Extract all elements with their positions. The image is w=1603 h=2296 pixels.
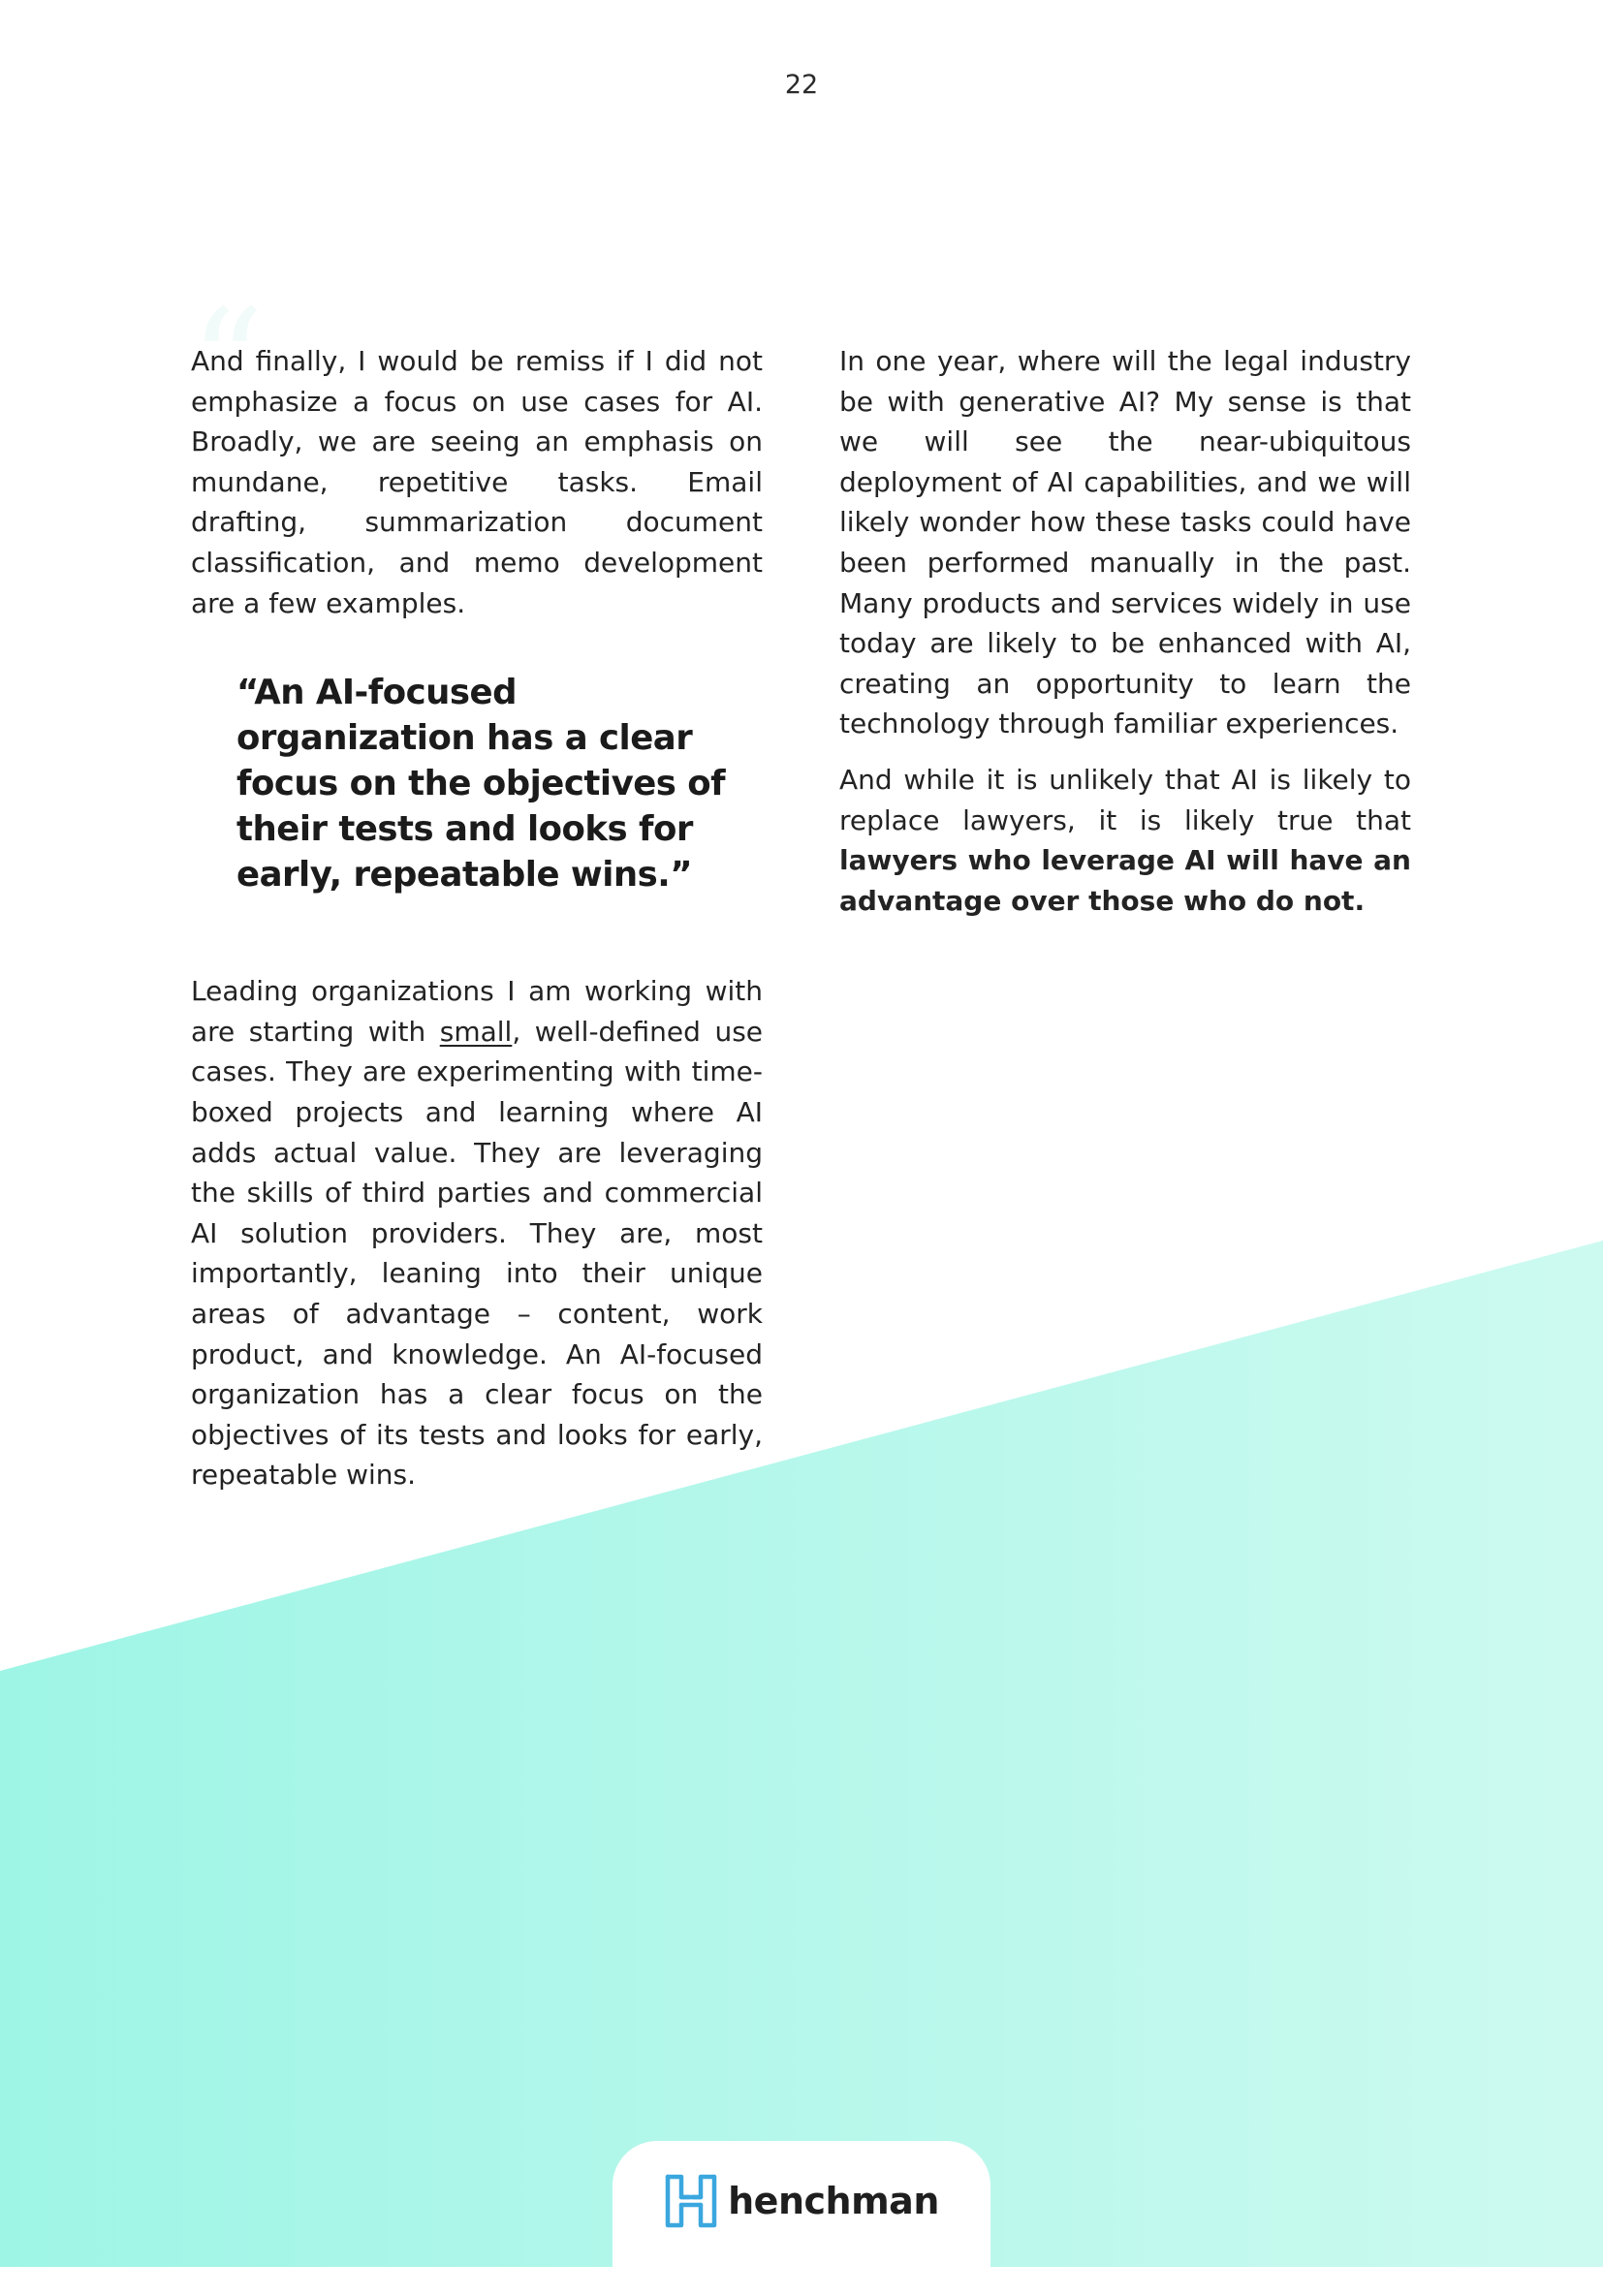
paragraph-regular-text: And while it is unlikely that AI is likely to replace lawyers, it is likely true that xyxy=(839,763,1411,836)
small-underlined-link[interactable]: small xyxy=(439,1015,513,1048)
one-year-paragraph: In one year, where will the legal industry be with generative AI? My sense is that we will see the near-ubiquitous deployment of AI capabilities, and we will likely wonder how these tasks could have been performed manually in the past. Many products and services widely in use today are likely to be enhanced with AI, creating an opportunity to learn the technology through familiar experiences. xyxy=(839,345,1411,740)
footer-logo-tab xyxy=(613,2141,990,2296)
paragraph-text-start: Leading organizations I am working with are starting with xyxy=(191,975,763,1048)
page-number: 22 xyxy=(784,70,819,100)
paragraph-text-end: , well-defined use cases. They are experimenting with time-boxed projects and learning where AI adds actual value. They are leveraging the skills of third parties and commercial AI solution providers. They are, most importantly, leaning into their unique areas of advantage – content, work product, and knowledge. An AI-focused organization has a clear focus on the objectives of its tests and looks for early, repeatable wins. xyxy=(191,1015,764,1492)
intro-paragraph: And finally, I would be remiss if I did not emphasize a focus on use cases for AI. Broadly, we are seeing an emphasis on mundane, repetitive tasks. Email drafting, summarization document classification, and memo development are a few examples. xyxy=(191,345,763,619)
paragraph-bold-text: lawyers who leverage AI will have an advantage over those who do not. xyxy=(839,844,1411,917)
right-column xyxy=(839,341,1411,921)
left-column xyxy=(191,341,763,1495)
lawyers-advantage-paragraph xyxy=(839,760,1411,921)
leading-organizations-paragraph xyxy=(191,971,763,1495)
pull-quote: “An AI-focused organization has a clear focus on the objectives of their tests and looks for early, repeatable wins.” xyxy=(236,673,726,896)
henchman-logo[interactable] xyxy=(664,2173,939,2229)
henchman-h-icon xyxy=(664,2173,718,2229)
logo-wordmark: henchman xyxy=(728,2180,939,2222)
quote-mark-watermark: “ xyxy=(190,279,265,448)
